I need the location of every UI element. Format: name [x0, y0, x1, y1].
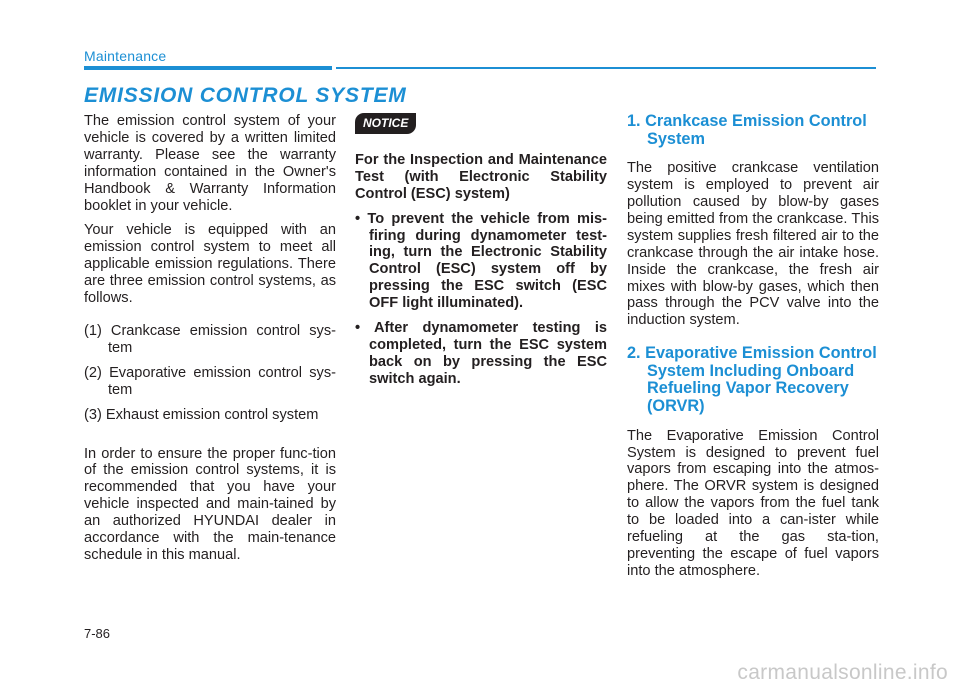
list-item-crankcase: (1) Crankcase emission control sys-tem	[84, 322, 336, 356]
intro-paragraph: The emission control system of your vehicle is covered by a written limited warranty. Please see the warranty information contained in the Owner's Handbook & Warranty Information booklet in your vehicle.	[84, 113, 336, 214]
page-title: EMISSION CONTROL SYSTEM	[84, 84, 407, 107]
column-3	[627, 113, 879, 588]
notice-badge: NOTICE	[355, 113, 416, 134]
page-number: 7-86	[84, 626, 111, 641]
section-label: Maintenance	[84, 48, 167, 64]
notice-bullet-2: • After dynamometer testing is completed, turn the ESC system back on by pressing the ESC switch again.	[355, 320, 607, 387]
systems-paragraph: Your vehicle is equipped with an emission control system to meet all applicable emission regulations. There are three emission control systems, as follows.	[84, 222, 336, 307]
crankcase-body: The positive crankcase ventilation system is employed to prevent air pollution caused by blow-by gases being emitted from the crankcase. This system supplies fresh filtered air to the crankcase through the air intake hose. Inside the crankcase, the fresh air mixes with blow-by gases, which then pass through the PCV valve into the induction system.	[627, 160, 879, 329]
header-rule-thin	[336, 67, 876, 69]
header-rule-thick	[84, 66, 332, 70]
heading-crankcase: 1. Crankcase Emission Control System	[627, 112, 867, 148]
evaporative-body: The Evaporative Emission Control System is designed to prevent fuel vapors from escaping into the atmos-phere. The ORVR system is designed to allow the vapors from the fuel tank to be loaded into a can-ister while refueling at the gas sta-tion, preventing the escape of fuel vapors into the atmosphere.	[627, 427, 879, 579]
heading-evaporative: 2. Evaporative Emission Control System Including Onboard Refueling Vapor Recovery (ORVR)	[627, 344, 877, 416]
column-2	[355, 113, 607, 396]
notice-bullet-1: • To prevent the vehicle from mis-firing during dynamometer test-ing, turn the Electronic Stability Control (ESC) system off by pressing the ESC switch (ESC OFF light illuminated).	[355, 210, 607, 312]
list-item-exhaust: (3) Exhaust emission control system	[84, 406, 319, 423]
column-1	[84, 113, 336, 572]
notice-intro: For the Inspection and Maintenance Test (with Electronic Stability Control (ESC) system)	[355, 151, 607, 202]
watermark: carmanualsonline.info	[737, 661, 948, 684]
list-item-evaporative: (2) Evaporative emission control sys-tem	[84, 364, 336, 398]
maintenance-paragraph: In order to ensure the proper func-tion of the emission control systems, it is recommended that you have your vehicle inspected and main-tained by an authorized HYUNDAI dealer in accordance with the main-tenance schedule in this manual.	[84, 445, 336, 563]
